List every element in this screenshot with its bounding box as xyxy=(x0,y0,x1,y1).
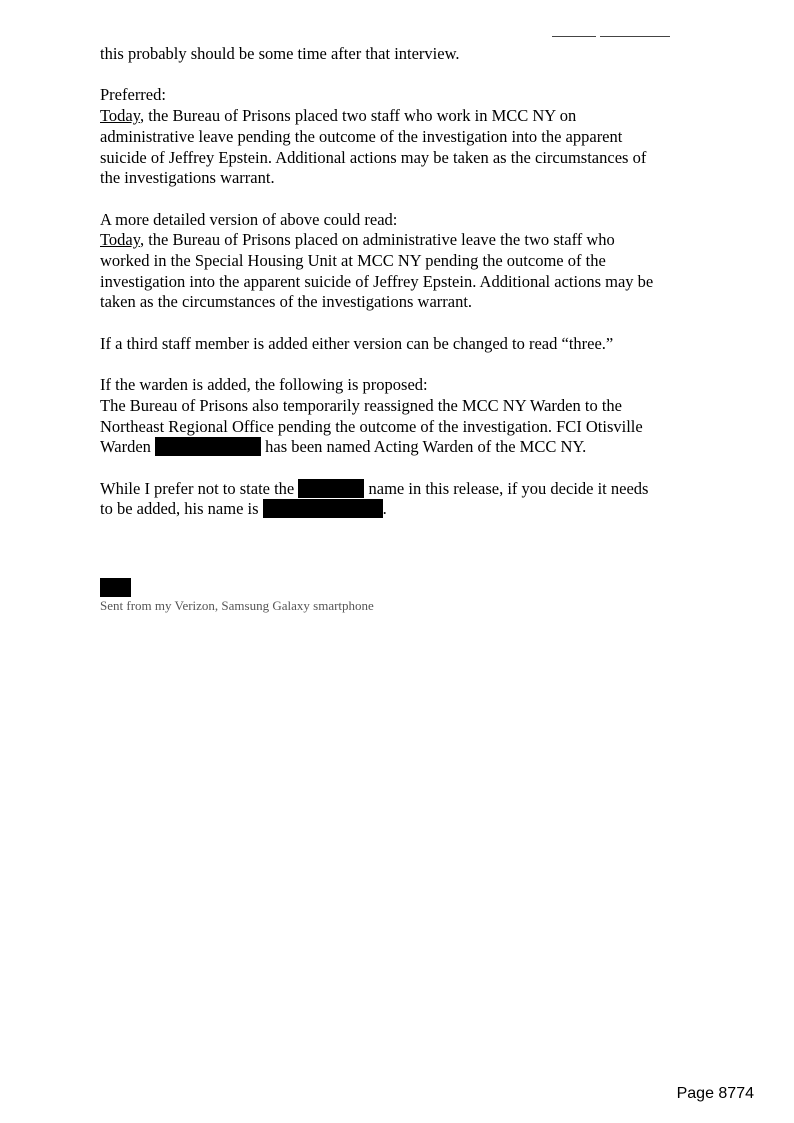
detailed-paragraph xyxy=(100,210,720,314)
warden-word: Warden xyxy=(100,437,151,457)
preferred-paragraph xyxy=(100,85,720,189)
detailed-line-1-text: , the Bureau of Prisons placed on administrative leave the two staff who xyxy=(139,230,615,250)
third-staff-line: If a third staff member is added either version can be changed to read “three.” xyxy=(100,333,614,353)
closing-line-1a: While I prefer not to state the xyxy=(100,478,295,498)
warden-line-4-text: has been named Acting Warden of the MCC NY. xyxy=(265,437,587,457)
preferred-line-2: administrative leave pending the outcome of the investigation into the apparent xyxy=(100,126,623,146)
intro-line: this probably should be some time after that interview. xyxy=(100,44,460,63)
document-body xyxy=(100,44,720,541)
detailed-line-1 xyxy=(100,230,720,251)
page-number: Page 8774 xyxy=(676,1085,754,1102)
closing-line-1 xyxy=(100,479,720,500)
warden-line-4 xyxy=(100,437,720,458)
warden-paragraph xyxy=(100,375,720,458)
email-signature: Sent from my Verizon, Samsung Galaxy smartphone xyxy=(100,598,374,613)
third-staff-paragraph xyxy=(100,334,720,355)
warden-line-3: Northeast Regional Office pending the outcome of the investigation. FCI Otisville xyxy=(100,416,643,436)
detailed-line-2: worked in the Special Housing Unit at MCC NY pending the outcome of the xyxy=(100,251,606,270)
intro-paragraph xyxy=(100,44,720,65)
warden-line-2: The Bureau of Prisons also temporarily reassigned the MCC NY Warden to the xyxy=(100,395,622,415)
closing-line-2b: . xyxy=(382,499,387,519)
preferred-line-3: suicide of Jeffrey Epstein. Additional actions may be taken as the circumstances of xyxy=(100,147,647,167)
redaction-box xyxy=(155,437,261,456)
today-link: Today xyxy=(100,106,140,126)
preferred-label: Preferred: xyxy=(100,85,166,105)
closing-line-1b: name in this release, if you decide it needs xyxy=(368,478,649,498)
closing-paragraph xyxy=(100,479,720,520)
preferred-line-1-text: , the Bureau of Prisons placed two staff who work in MCC NY on xyxy=(139,106,577,126)
detailed-label: A more detailed version of above could read: xyxy=(100,209,398,229)
detailed-line-3: investigation into the apparent suicide of Jeffrey Epstein. Additional actions may be xyxy=(100,271,654,291)
redaction-box xyxy=(263,499,383,518)
redaction-box-sender xyxy=(100,578,131,597)
detailed-line-4: taken as the circumstances of the investigations warrant. xyxy=(100,292,473,312)
cut-off-underline-2 xyxy=(600,36,670,37)
closing-line-2a: to be added, his name is xyxy=(100,499,259,519)
preferred-line-4: the investigations warrant. xyxy=(100,168,275,188)
redaction-box xyxy=(298,479,364,498)
closing-line-2 xyxy=(100,499,720,520)
cut-off-underline-1 xyxy=(552,36,596,37)
preferred-line-1 xyxy=(100,106,720,127)
today-link: Today xyxy=(100,230,140,250)
warden-line-1: If the warden is added, the following is proposed: xyxy=(100,375,428,395)
